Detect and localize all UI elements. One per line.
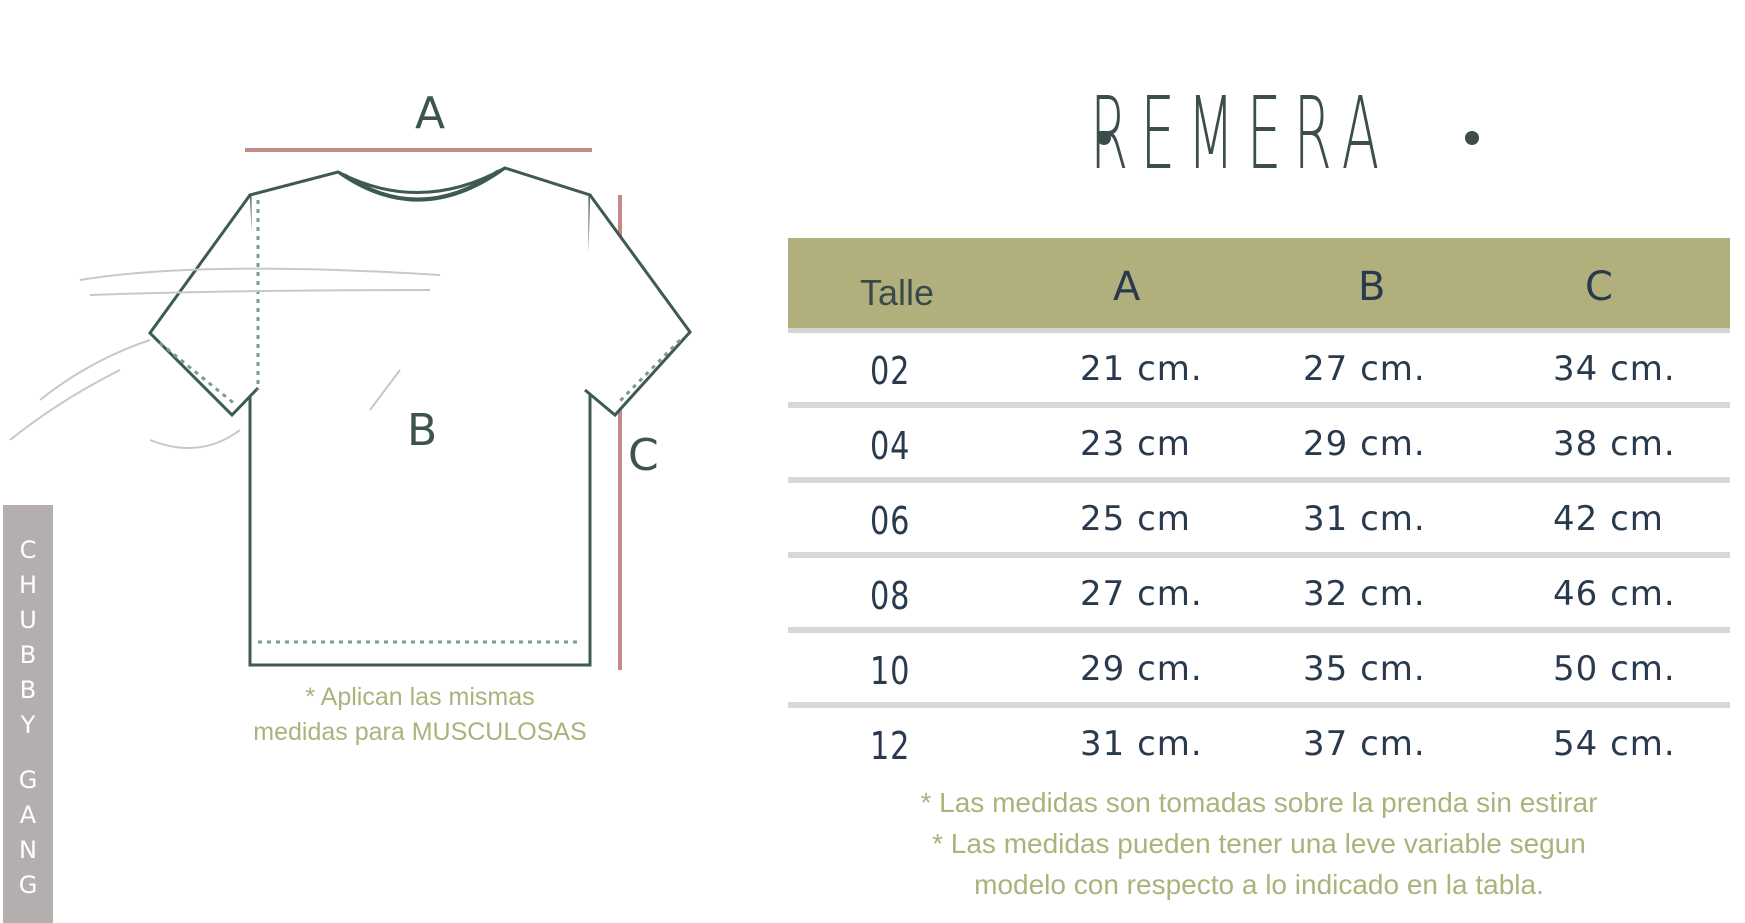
header-b: B	[1358, 264, 1386, 310]
cell-size: 06	[870, 499, 911, 543]
cell-c: 34 cm.	[1553, 349, 1676, 389]
musculosas-note	[220, 680, 620, 750]
header-size: Talle	[860, 272, 935, 313]
footnote-line-2: * Las medidas pueden tener una leve variable segun	[932, 828, 1586, 859]
cell-b: 29 cm.	[1303, 424, 1426, 464]
cell-a: 21 cm.	[1080, 349, 1203, 389]
brand-letter: A	[19, 801, 37, 829]
title-dot-right	[1465, 131, 1479, 145]
header-c: C	[1585, 264, 1613, 310]
cell-c: 46 cm.	[1553, 574, 1676, 614]
cell-a: 23 cm	[1080, 424, 1191, 464]
cell-a: 29 cm.	[1080, 649, 1203, 689]
brand-letter: C	[19, 536, 37, 564]
size-table	[788, 238, 1730, 777]
cell-a: 31 cm.	[1080, 724, 1203, 764]
footnote-line-3: modelo con respecto a lo indicado en la tabla.	[974, 869, 1544, 900]
header-a: A	[1113, 264, 1141, 310]
cell-b: 37 cm.	[1303, 724, 1426, 764]
footnote-line-1: * Las medidas son tomadas sobre la prenda sin estirar	[920, 787, 1598, 818]
brand-letter: Y	[20, 711, 36, 739]
table-row	[788, 633, 1730, 708]
cell-c: 50 cm.	[1553, 649, 1676, 689]
brand-letter: G	[18, 766, 38, 794]
table-row	[788, 558, 1730, 633]
cell-a: 25 cm	[1080, 499, 1191, 539]
brand-strip	[3, 505, 53, 923]
cell-c: 42 cm	[1553, 499, 1664, 539]
cell-c: 38 cm.	[1553, 424, 1676, 464]
table-row	[788, 483, 1730, 558]
brand-letter: U	[19, 606, 37, 634]
brand-letter: G	[18, 871, 38, 899]
note-line-1: * Aplican las mismas	[305, 683, 535, 711]
cell-b: 32 cm.	[1303, 574, 1426, 614]
cell-c: 54 cm.	[1553, 724, 1676, 764]
tshirt-illustration	[0, 0, 720, 923]
cell-b: 27 cm.	[1303, 349, 1426, 389]
tshirt-diagram	[0, 0, 720, 923]
dimension-label-a: A	[415, 88, 446, 139]
table-row	[788, 333, 1730, 408]
cell-b: 31 cm.	[1303, 499, 1426, 539]
cell-a: 27 cm.	[1080, 574, 1203, 614]
dimension-label-b: B	[407, 405, 438, 456]
page-title: REMERA	[1090, 74, 1392, 192]
cell-size: 12	[870, 724, 911, 768]
brand-letter: H	[18, 571, 38, 599]
table-row	[788, 708, 1730, 777]
table-header	[788, 238, 1730, 333]
brand-letter: N	[19, 836, 37, 864]
cell-size: 08	[870, 574, 911, 618]
cell-b: 35 cm.	[1303, 649, 1426, 689]
note-line-2: medidas para MUSCULOSAS	[253, 718, 587, 746]
brand-letter: B	[19, 641, 37, 669]
dimension-label-c: C	[628, 430, 659, 481]
table-row	[788, 408, 1730, 483]
cell-size: 04	[870, 424, 911, 468]
cell-size: 02	[870, 349, 911, 393]
footnotes	[788, 782, 1730, 905]
cell-size: 10	[870, 649, 911, 693]
brand-letter: B	[19, 676, 37, 704]
